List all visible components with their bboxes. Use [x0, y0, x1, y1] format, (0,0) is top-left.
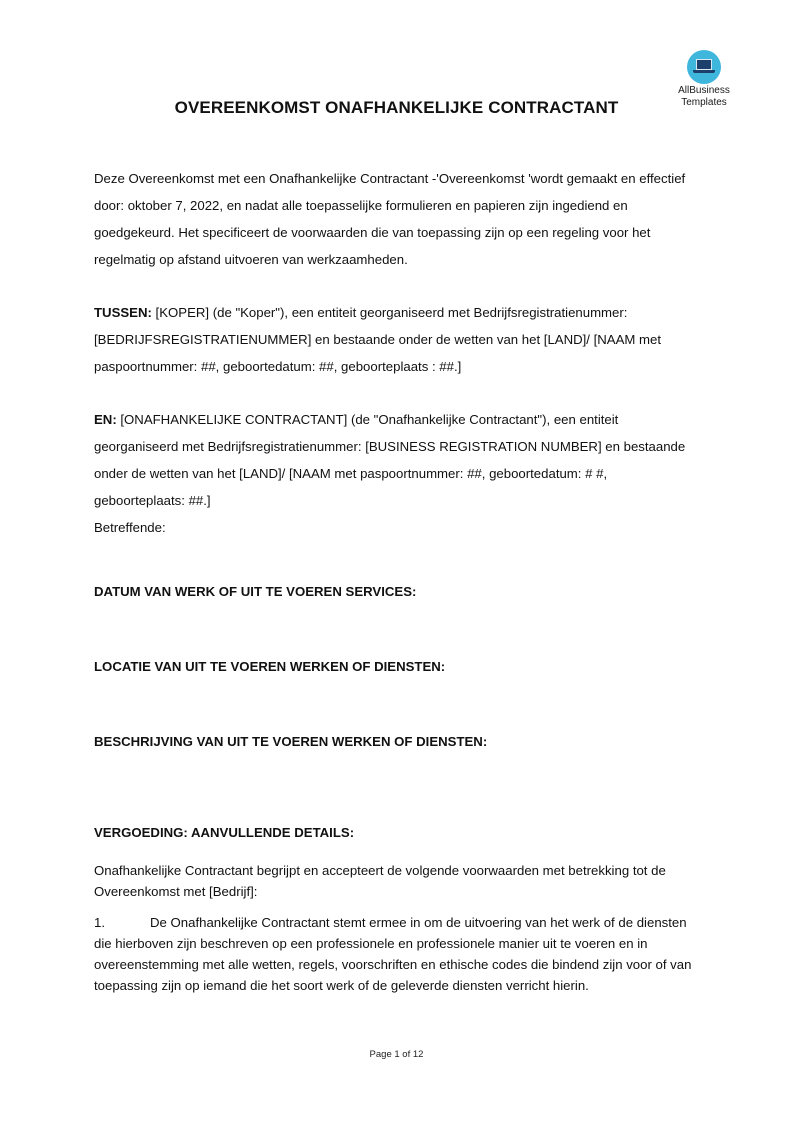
- document-title: OVEREENKOMST ONAFHANKELIJKE CONTRACTANT: [174, 98, 619, 117]
- page-number: Page 1 of 12: [369, 1049, 424, 1060]
- logo-text-line2: Templates: [681, 97, 727, 108]
- en-label: EN:: [94, 412, 117, 427]
- tussen-text: [KOPER] (de "Koper"), een entiteit georganiseerd met Bedrijfsregistratienummer: [BEDRIJFSREGISTRATIENUMMER] en bestaande onder de wetten van het [LAND]/ [NAAM met paspoortnummer: ##, geboortedatum: ##, geboorteplaats : ##.]: [94, 305, 662, 374]
- betreffende-label: Betreffende:: [94, 520, 166, 535]
- clause-1-text: De Onafhankelijke Contractant stemt ermee in om de uitvoering van het werk of de diensten die hierboven zijn beschreven op een professionele en professionele manier uit te voeren en in overeenstemming met alle wetten, regels, voorschriften en ethische codes die bindend zijn voor of van toepassing zijn op iemand die het soort werk of de geleverde diensten verricht hierin.: [94, 915, 692, 993]
- clause-1: [94, 912, 700, 996]
- logo-text-line1: AllBusiness: [678, 85, 730, 96]
- heading-datum: DATUM VAN WERK OF UIT TE VOEREN SERVICES:: [94, 584, 417, 599]
- heading-beschrijving: BESCHRIJVING VAN UIT TE VOEREN WERKEN OF DIENSTEN:: [94, 734, 488, 749]
- laptop-icon: [687, 50, 721, 84]
- accept-paragraph: Onafhankelijke Contractant begrijpt en accepteert de volgende voorwaarden met betrekking tot de Overeenkomst met [Bedrijf]:: [94, 863, 666, 899]
- tussen-paragraph: [94, 299, 700, 380]
- heading-vergoeding: VERGOEDING: AANVULLENDE DETAILS:: [94, 825, 355, 840]
- heading-locatie: LOCATIE VAN UIT TE VOEREN WERKEN OF DIENSTEN:: [94, 659, 446, 674]
- en-text: [ONAFHANKELIJKE CONTRACTANT] (de "Onafhankelijke Contractant"), een entiteit georganiseerd met Bedrijfsregistratienummer: [BUSINESS REGISTRATION NUMBER] en bestaande onder de wetten van het [LAND]/ [NAAM met paspoortnummer: ##, geboortedatum: # #, geboorteplaats: ##.]: [94, 412, 686, 508]
- tussen-label: TUSSEN:: [94, 305, 152, 320]
- intro-paragraph: Deze Overeenkomst met een Onafhankelijke Contractant -'Overeenkomst 'wordt gemaakt en effectief door: oktober 7, 2022, en nadat alle toepasselijke formulieren en papieren zijn ingediend en goedgekeurd. Het specificeert de voorwaarden die van toepassing zijn op een regeling voor het regelmatig op afstand uitvoeren van werkzaamheden.: [94, 171, 686, 267]
- clause-1-number: 1.: [94, 915, 105, 930]
- en-paragraph: [94, 406, 700, 514]
